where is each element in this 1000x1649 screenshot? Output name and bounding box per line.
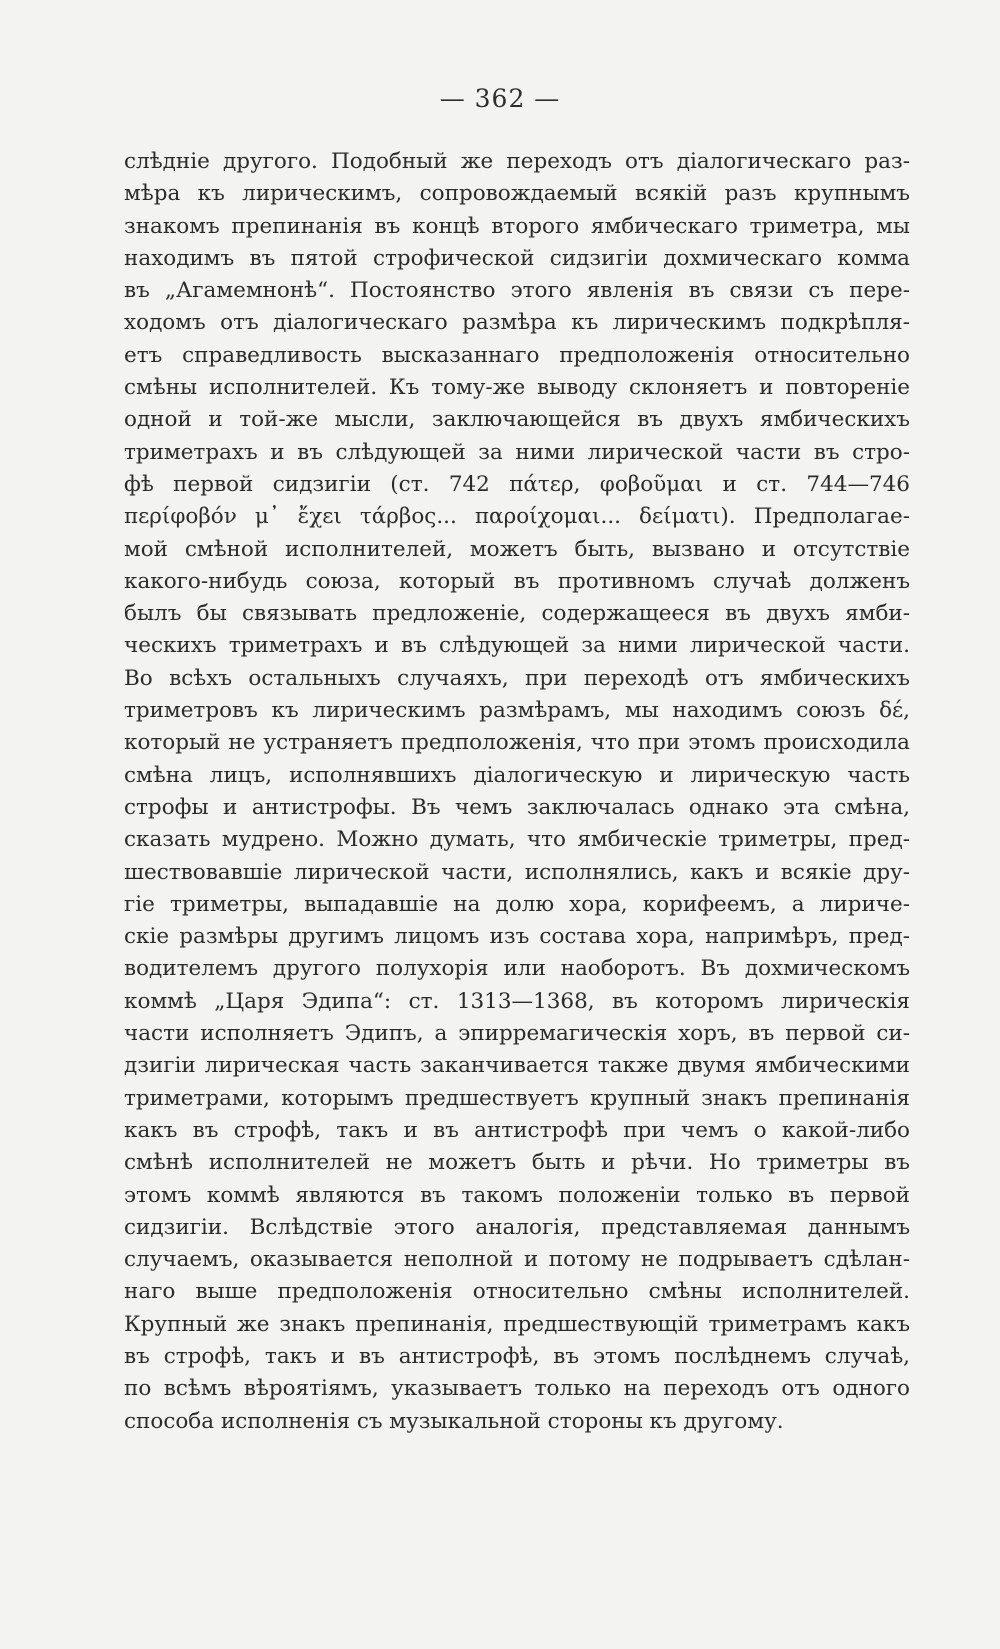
text-line: былъ бы связывать предложеніе, содержащееся въ двухъ ямби- bbox=[124, 601, 910, 627]
text-line: Крупный же знакъ препинанія, предшествующій триметрамъ какъ bbox=[124, 1311, 910, 1337]
text-line: триметрахъ и въ слѣдующей за ними лирической части въ стро- bbox=[124, 439, 910, 465]
text-line: слѣдніе другого. Подобный же переходъ отъ діалогическаго раз- bbox=[124, 149, 910, 174]
text-line: сидзигіи. Вслѣдствіе этого аналогія, представляемая даннымъ bbox=[124, 1214, 910, 1240]
text-line: ческихъ триметрахъ и въ слѣдующей за ними лирической части. bbox=[124, 633, 910, 659]
text-line: водителемъ другого полухорія или наоборотъ. Въ дохмическомъ bbox=[124, 956, 910, 982]
text-line: одной и той-же мысли, заключающейся въ двухъ ямбическихъ bbox=[124, 407, 910, 433]
body-text bbox=[124, 146, 910, 1438]
text-line: Во всѣхъ остальныхъ случаяхъ, при переходѣ отъ ямбическихъ bbox=[124, 665, 910, 691]
page-number: — 362 — bbox=[439, 84, 561, 113]
text-line: шествовавшіе лирической части, исполнялись, какъ и всякіе дру- bbox=[124, 859, 910, 885]
text-line: который не устраняетъ предположенія, что при этомъ происходила bbox=[124, 730, 910, 756]
text-line: мой смѣной исполнителей, можетъ быть, вызвано и отсутствіе bbox=[124, 536, 910, 562]
text-line: смѣна лицъ, исполнявшихъ діалогическую и лирическую часть bbox=[124, 762, 910, 788]
text-line: этомъ коммѣ являются въ такомъ положеніи только въ первой bbox=[124, 1182, 910, 1208]
text-line: въ строфѣ, такъ и въ антистрофѣ, въ этомъ послѣднемъ случаѣ, bbox=[124, 1343, 910, 1369]
text-line: коммѣ „Царя Эдипа“: ст. 1313—1368, въ которомъ лирическія bbox=[124, 988, 910, 1014]
text-line: триметровъ къ лирическимъ размѣрамъ, мы находимъ союзъ δέ, bbox=[124, 698, 910, 724]
text-line: по всѣмъ вѣроятіямъ, указываетъ только на переходъ отъ одного bbox=[124, 1376, 910, 1402]
text-line: дзигіи лирическая часть заканчивается также двумя ямбическими bbox=[124, 1053, 910, 1079]
text-line: смѣны исполнителей. Къ тому-же выводу склоняетъ и повтореніе bbox=[124, 375, 910, 401]
text-line: етъ справедливость высказаннаго предположенія относительно bbox=[124, 342, 910, 368]
text-line: какъ въ строфѣ, такъ и въ антистрофѣ при чемъ о какой-либо bbox=[124, 1117, 910, 1143]
text-line: сказать мудрено. Можно думать, что ямбическіе триметры, пред- bbox=[124, 827, 910, 853]
text-line: ходомъ отъ діалогическаго размѣра къ лирическимъ подкрѣпля- bbox=[124, 310, 910, 336]
text-line: строфы и антистрофы. Въ чемъ заключалась однако эта смѣна, bbox=[124, 794, 910, 820]
text-line: находимъ въ пятой строфической сидзигіи дохмическаго комма bbox=[124, 245, 910, 271]
text-line: части исполняетъ Эдипъ, а эпирремагическія хоръ, въ первой си- bbox=[124, 1021, 910, 1047]
text-line: триметрами, которымъ предшествуетъ крупный знакъ препинанія bbox=[124, 1085, 910, 1111]
text-line: περίφοβόν μ᾽ ἔχει τάρβος... παροίχομαι... δείματι). Предполагае- bbox=[124, 504, 910, 530]
text-line: случаемъ, оказывается неполной и потому не подрываетъ сдѣлан- bbox=[124, 1247, 910, 1273]
text-line: знакомъ препинанія въ концѣ второго ямбическаго триметра, мы bbox=[124, 213, 910, 239]
text-line: какого-нибудь союза, который въ противномъ случаѣ долженъ bbox=[124, 568, 910, 594]
text-line: способа исполненія съ музыкальной стороны къ другому. bbox=[124, 1408, 784, 1434]
text-line: смѣнѣ исполнителей не можетъ быть и рѣчи. Но триметры въ bbox=[124, 1150, 910, 1176]
text-line: мѣра къ лирическимъ, сопровождаемый всякій разъ крупнымъ bbox=[124, 181, 910, 207]
text-line: въ „Агамемнонѣ“. Постоянство этого явленія въ связи съ пере- bbox=[124, 278, 910, 304]
text-line: гіе триметры, выпадавшіе на долю хора, корифеемъ, а лириче- bbox=[124, 891, 910, 917]
text-line: фѣ первой сидзигіи (ст. 742 πάτερ, φοβοῦμαι и ст. 744—746 bbox=[124, 471, 910, 497]
text-line: наго выше предположенія относительно смѣны исполнителей. bbox=[124, 1279, 910, 1305]
text-line: скіе размѣры другимъ лицомъ изъ состава хора, напримѣръ, пред- bbox=[124, 924, 910, 950]
